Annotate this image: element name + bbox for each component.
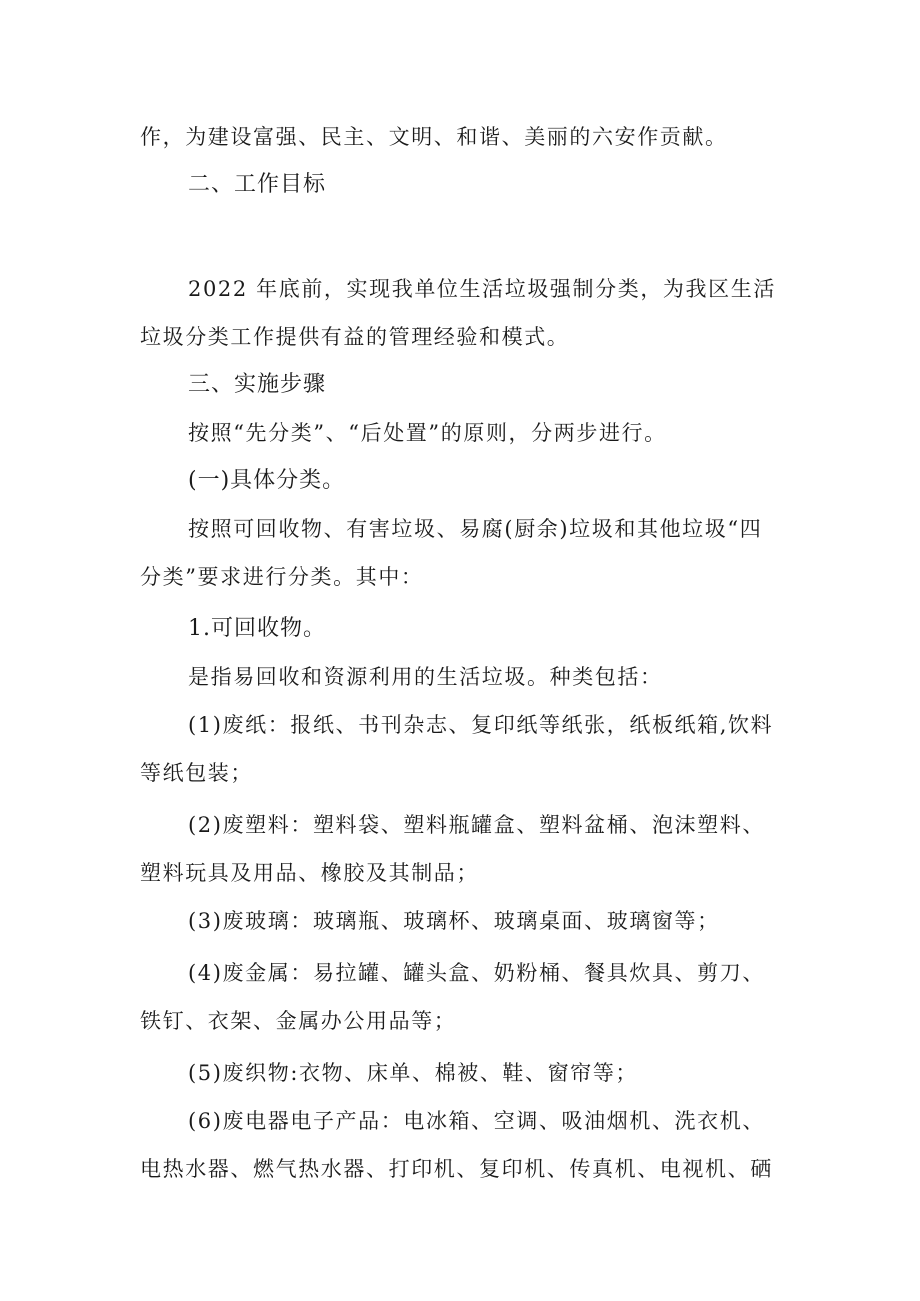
paragraph-line: 按照“先分类”、“后处置”的原则，分两步进行。 [188, 421, 667, 445]
list-item: (6)废电器电子产品：电冰箱、空调、吸油烟机、洗衣机、 [188, 1109, 765, 1133]
subsection-heading-classification: (一)具体分类。 [188, 468, 346, 493]
list-item-continuation: 铁钉、衣架、金属办公用品等； [140, 1009, 457, 1033]
paragraph-line: 是指易回收和资源利用的生活垃圾。种类包括： [188, 665, 663, 689]
paragraph-line: 按照可回收物、有害垃圾、易腐(厨余)垃圾和其他垃圾“四 [188, 517, 763, 541]
item-heading-recyclables: 1.可回收物。 [188, 616, 326, 641]
list-item-continuation: 塑料玩具及用品、橡胶及其制品； [140, 861, 479, 885]
paragraph-line: 垃圾分类工作提供有益的管理经验和模式。 [140, 325, 570, 349]
list-item-continuation: 等纸包装； [140, 761, 253, 785]
section-heading-goals: 二、工作目标 [188, 172, 327, 197]
paragraph-line: 作，为建设富强、民主、文明、和谐、美丽的六安作贡献。 [140, 125, 728, 149]
section-heading-steps: 三、实施步骤 [188, 372, 327, 397]
list-item: (2)废塑料：塑料袋、塑料瓶罐盒、塑料盆桶、泡沫塑料、 [188, 813, 765, 837]
list-item: (4)废金属：易拉罐、罐头盒、奶粉桶、餐具炊具、剪刀、 [188, 961, 765, 985]
list-item: (3)废玻璃：玻璃瓶、玻璃杯、玻璃桌面、玻璃窗等； [188, 909, 720, 933]
list-item-continuation: 电热水器、燃气热水器、打印机、复印机、传真机、电视机、硒 [140, 1157, 773, 1181]
list-item: (1)废纸：报纸、书刊杂志、复印纸等纸张，纸板纸箱,饮料 [188, 713, 774, 737]
paragraph-line: 分类”要求进行分类。其中： [140, 565, 424, 589]
list-item: (5)废织物:衣物、床单、棉被、鞋、窗帘等； [188, 1061, 639, 1085]
paragraph-line: 2022 年底前，实现我单位生活垃圾强制分类，为我区生活 [188, 277, 776, 301]
